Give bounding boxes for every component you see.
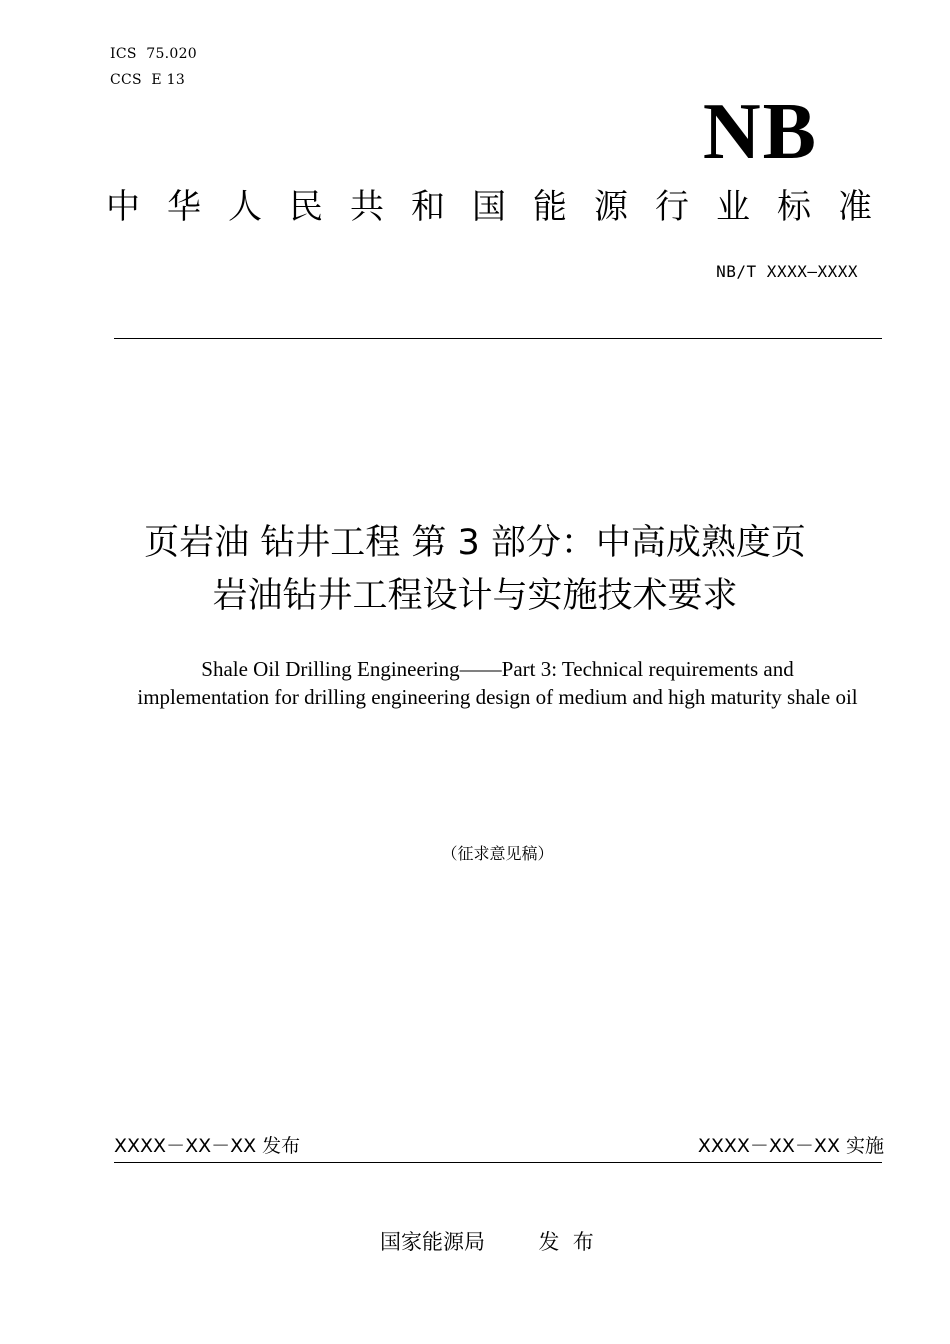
implementation-date: XXXX－XX－XX 实施 [697, 1135, 884, 1157]
publish-date: XXXX－XX－XX 发布 [114, 1135, 301, 1157]
nb-logo: NB [702, 88, 818, 176]
organization-title: 中华人民共和国能源行业标准 [106, 187, 899, 227]
english-title-line-1: Shale Oil Drilling Engineering——Part 3: Technical requirements and [201, 657, 794, 681]
header-divider [114, 338, 882, 339]
chinese-title-line-2: 岩油钻井工程设计与实施技术要求 [212, 576, 738, 616]
footer-divider [114, 1162, 882, 1163]
standard-number: NB/T XXXX—XXXX [716, 262, 858, 281]
publisher-line: 国家能源局 发 布 [380, 1230, 594, 1254]
ics-code: ICS 75.020 [110, 46, 198, 62]
english-title-line-2: implementation for drilling engineering design of medium and high maturity shale oil [137, 685, 858, 709]
ccs-code: CCS E 13 [110, 72, 186, 88]
chinese-title-line-1: 页岩油 钻井工程 第 3 部分：中高成熟度页 [144, 523, 806, 563]
draft-status: （征求意见稿） [441, 844, 554, 863]
